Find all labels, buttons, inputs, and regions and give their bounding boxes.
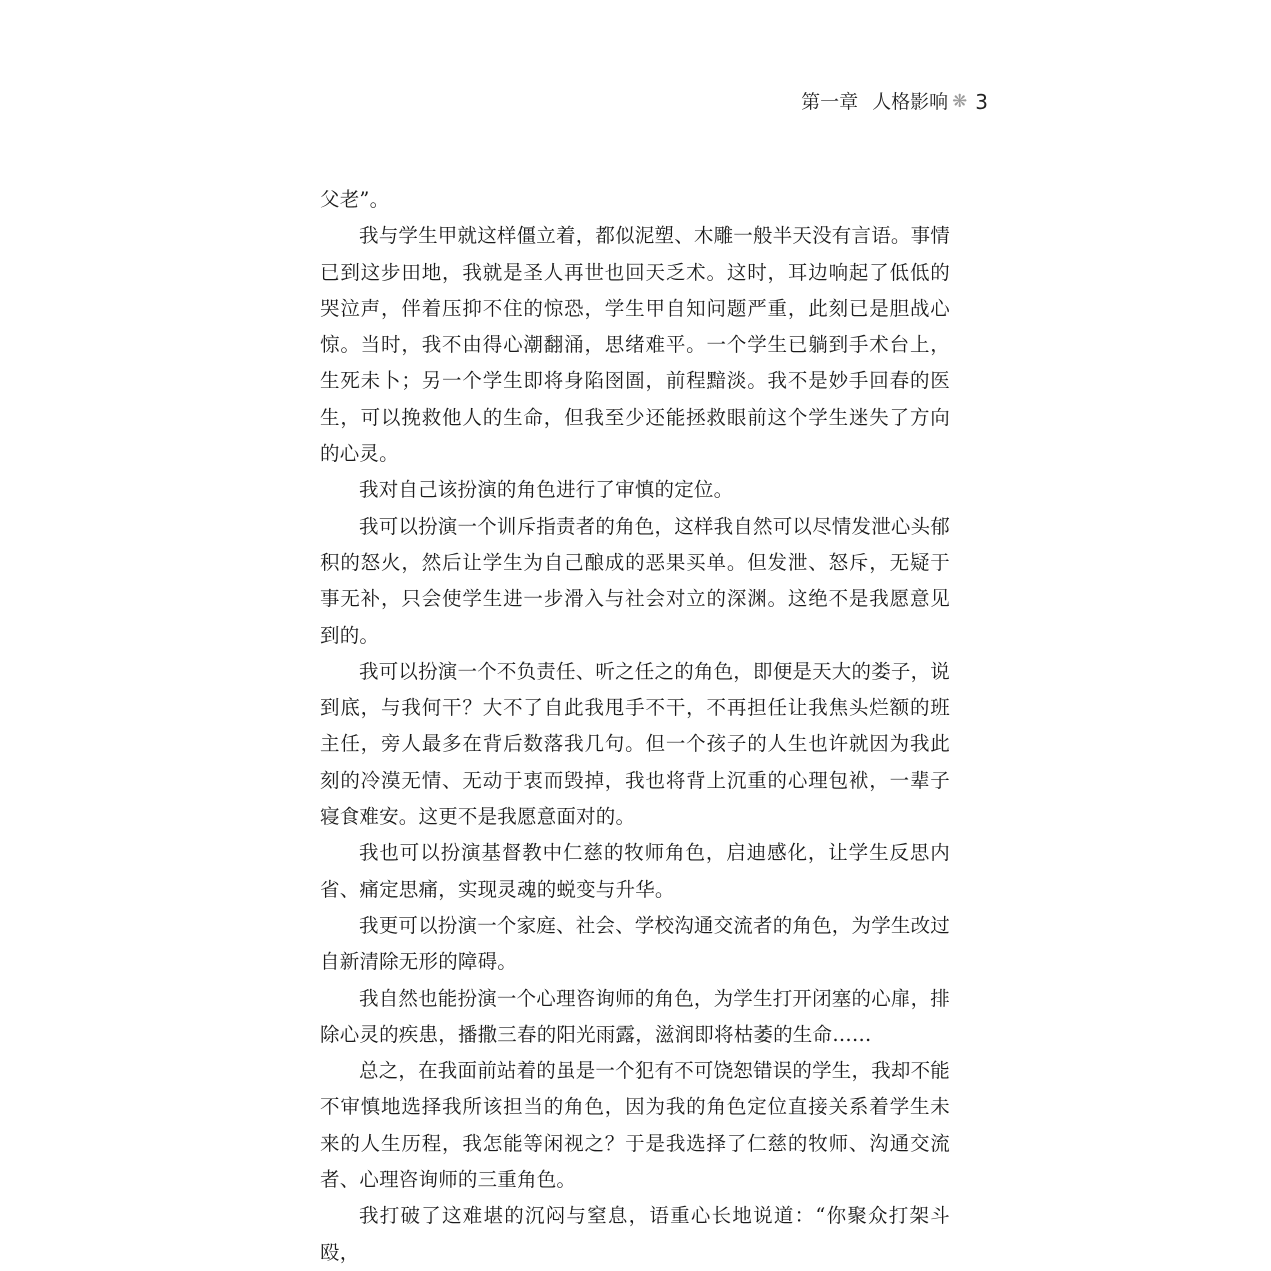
- body-text: [320, 182, 950, 1271]
- paragraph: 我也可以扮演基督教中仁慈的牧师角色，启迪感化，让学生反思内省、痛定思痛，实现灵魂的蜕变与升华。: [320, 841, 950, 901]
- page-number: 3: [975, 90, 988, 114]
- ornament-separator-icon: ❋: [952, 91, 968, 112]
- paragraph: 我自然也能扮演一个心理咨询师的角色，为学生打开闭塞的心扉，排除心灵的疾患，播撒三春的阳光雨露，滋润即将枯萎的生命……: [320, 986, 951, 1046]
- paragraph: 我对自己该扮演的角色进行了审慎的定位。: [359, 478, 734, 502]
- running-header: [801, 88, 988, 116]
- chapter-number: 第一章: [801, 91, 859, 113]
- paragraph: 我可以扮演一个训斥指责者的角色，这样我自然可以尽情发泄心头郁积的怒火，然后让学生为自己酿成的恶果买单。但发泄、怒斥，无疑于事无补，只会使学生进一步滑入与社会对立的深渊。这绝不是我愿意见到的。: [320, 514, 951, 647]
- paragraph: 我与学生甲就这样僵立着，都似泥塑、木雕一般半天没有言语。事情已到这步田地，我就是圣人再世也回天乏术。这时，耳边响起了低低的哭泣声，伴着压抑不住的惊恐，学生甲自知问题严重，此刻已是胆战心惊。当时，我不由得心潮翻涌，思绪难平。一个学生已躺到手术台上，生死未卜；另一个学生即将身陷囹圄，前程黯淡。我不是妙手回春的医生，可以挽救他人的生命，但我至少还能拯救眼前这个学生迷失了方向的心灵。: [320, 224, 951, 466]
- paragraph-continuation: 父老”。: [320, 188, 390, 211]
- paragraph: 我打破了这难堪的沉闷与窒息，语重心长地说道：“你聚众打架斗殴，: [320, 1204, 950, 1264]
- paragraph: 我更可以扮演一个家庭、社会、学校沟通交流者的角色，为学生改过自新清除无形的障碍。: [320, 913, 951, 974]
- chapter-title: 人格影响: [872, 91, 949, 113]
- paragraph: 我可以扮演一个不负责任、听之任之的角色，即便是天大的娄子，说到底，与我何干？大不了自此我甩手不干，不再担任让我焦头烂额的班主任，旁人最多在背后数落我几句。但一个孩子的人生也许就因为我此刻的冷漠无情、无动于衷而毁掉，我也将背上沉重的心理包袱，一辈子寝食难安。这更不是我愿意面对的。: [320, 659, 951, 829]
- paragraph: 总之，在我面前站着的虽是一个犯有不可饶恕错误的学生，我却不能不审慎地选择我所该担当的角色，因为我的角色定位直接关系着学生未来的人生历程，我怎能等闲视之？于是我选择了仁慈的牧师、沟通交流者、心理咨询师的三重角色。: [320, 1059, 951, 1192]
